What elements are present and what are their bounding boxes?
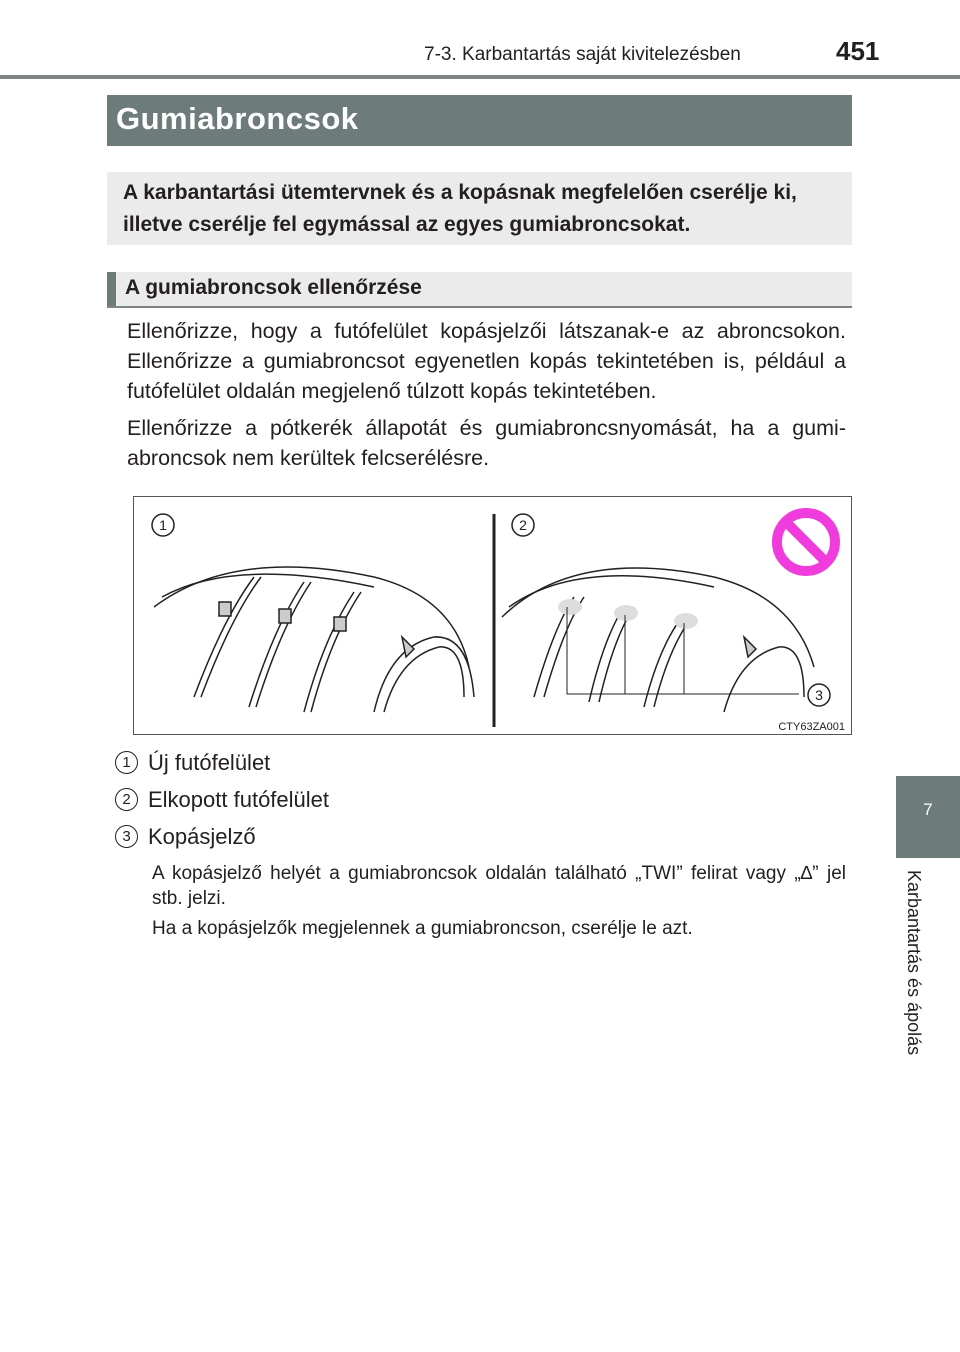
callout-number: 1	[115, 751, 138, 774]
legend-label: Elkopott futófelület	[148, 787, 330, 812]
header-divider	[0, 75, 960, 79]
paragraph: Ellenőrizze a pótkerék állapotát és gumiabroncsnyomását, ha a gumiabroncsok nem kerültek felcserélésre.	[127, 416, 846, 470]
worn-tread-tire	[502, 568, 814, 712]
legend-label: Új futófelület	[148, 750, 271, 775]
legend-item	[115, 824, 256, 850]
legend-item	[115, 787, 329, 813]
svg-text:2: 2	[519, 517, 527, 533]
chapter-label: Karbantartás és ápolás	[904, 870, 924, 1056]
callout-2	[512, 514, 534, 536]
chapter-tab[interactable]: 7	[896, 776, 960, 858]
page-number: 451	[836, 36, 880, 66]
legend-label: Kopásjelző	[148, 824, 256, 849]
note: A kopásjelző helyét a gumiabroncsok oldalán található „TWI” felirat vagy „∆” jel stb. jelzi.	[152, 863, 846, 909]
callout-number: 3	[115, 825, 138, 848]
page-title: Gumiabroncsok	[107, 95, 852, 146]
intro-box: A karbantartási ütemtervnek és a kopásnak megfelelően cserélje ki, illetve cserélje fel egymással az egyes gumiabroncsokat.	[107, 172, 852, 245]
tire-illustration	[134, 497, 851, 734]
new-tread-tire	[154, 567, 474, 712]
callout-number: 2	[115, 788, 138, 811]
section-header: 7-3. Karbantartás saját kivitelezésben	[424, 44, 741, 65]
paragraph: Ellenőrizze, hogy a futófelület kopásjelzői látszanak-e az abroncsokon. Ellenőrizze a gumiabroncsot egyenetlen kopás tekintetében is, például a futófelület oldalán megjelenő túlzott kopás tekintetében.	[127, 319, 846, 403]
tire-figure	[133, 496, 852, 735]
svg-text:3: 3	[815, 687, 823, 703]
svg-text:1: 1	[159, 517, 167, 533]
figure-code: CTY63ZA001	[778, 721, 845, 733]
note: Ha a kopásjelzők megjelennek a gumiabroncson, cserélje le azt.	[152, 918, 693, 939]
callout-3	[808, 684, 830, 706]
callout-1	[152, 514, 174, 536]
legend-item	[115, 750, 270, 776]
subheading: A gumiabroncsok ellenőrzése	[107, 272, 852, 308]
